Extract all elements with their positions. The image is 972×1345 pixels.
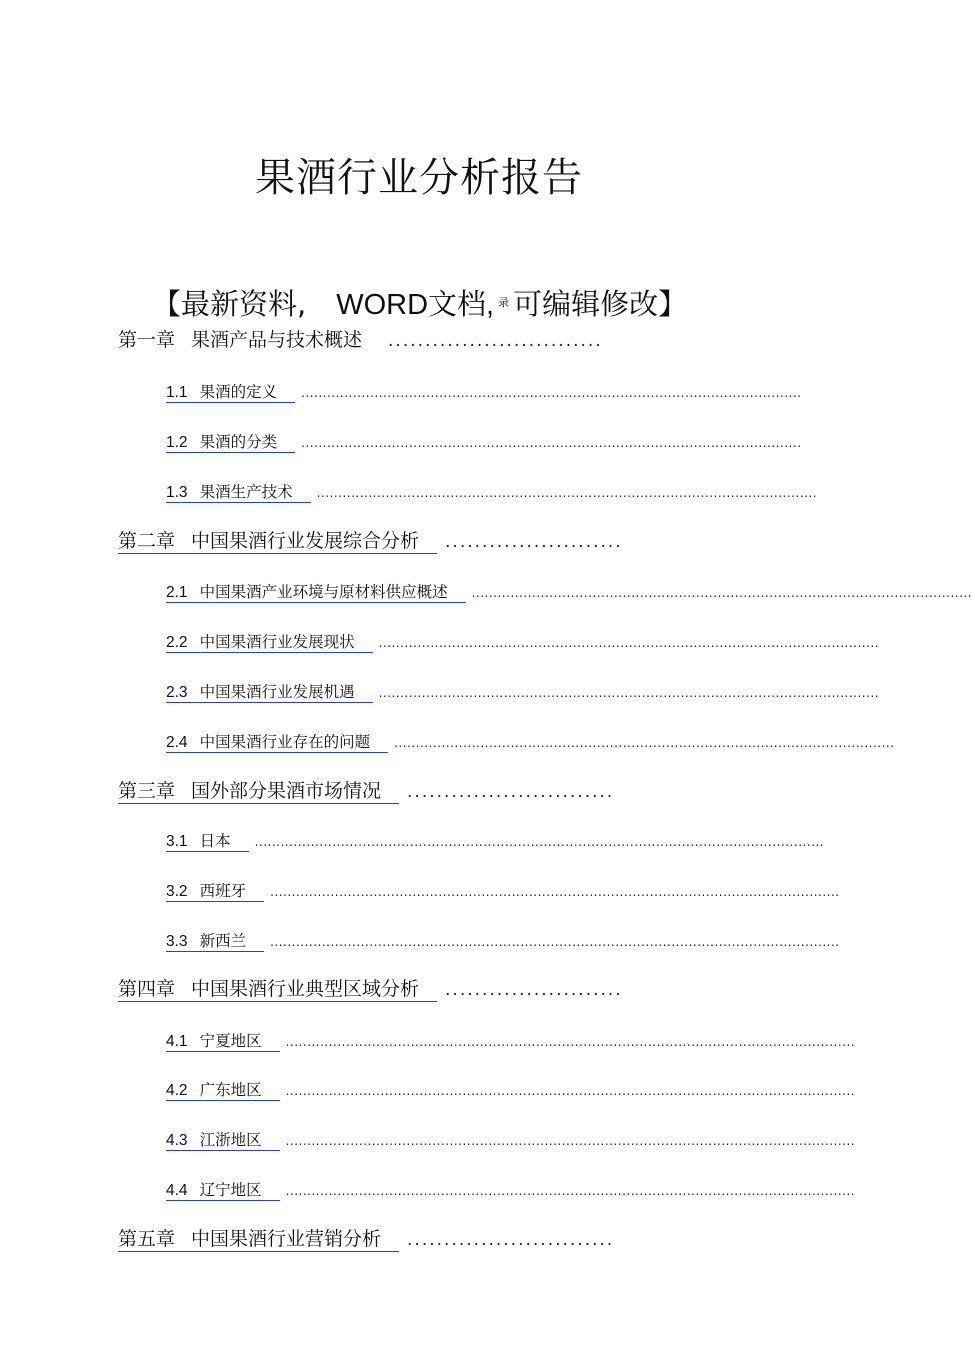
toc-section-2-3[interactable] — [166, 683, 880, 703]
subtitle-open: 【最新资料, — [152, 287, 307, 321]
subtitle-tiny-mark: 录 — [498, 296, 510, 309]
toc-label — [166, 684, 373, 703]
toc-leader: .................................................................................................................... — [471, 586, 972, 600]
toc-number: 4.3 — [166, 1132, 188, 1149]
toc-number: 2.3 — [166, 684, 188, 701]
toc-section-3-1[interactable] — [166, 832, 825, 852]
toc-text: 新西兰 — [199, 932, 247, 950]
toc-text: 果酒生产技术 — [199, 483, 293, 501]
toc-section-2-2[interactable] — [166, 633, 880, 653]
toc-chapter-5[interactable] — [118, 1228, 615, 1252]
toc-label — [166, 1182, 280, 1201]
toc-label — [166, 434, 295, 453]
toc-leader: .................................................................................................................... — [301, 436, 802, 450]
toc-section-1-3[interactable] — [166, 483, 818, 503]
toc-number: 3.1 — [166, 833, 188, 850]
toc-number: 2.1 — [166, 584, 188, 601]
toc-number: 2.4 — [166, 734, 188, 751]
toc-section-4-1[interactable] — [166, 1032, 856, 1052]
toc-number: 4.1 — [166, 1033, 188, 1050]
toc-label — [166, 883, 264, 902]
toc-label — [166, 833, 249, 852]
toc-section-2-4[interactable] — [166, 733, 895, 753]
toc-leader: .................................................................................................................................... — [285, 1035, 856, 1049]
subtitle-close: 可编辑修改】 — [513, 287, 688, 321]
toc-text: 中国果酒行业发展综合分析 — [191, 530, 420, 552]
toc-leader: .................................................................................................................................... — [285, 1134, 856, 1148]
toc-text: 果酒产品与技术概述 — [191, 329, 363, 351]
toc-number: 1.3 — [166, 484, 188, 501]
toc-label — [118, 1229, 399, 1252]
toc-number: 1.1 — [166, 384, 188, 401]
toc-chapter-2[interactable] — [118, 530, 623, 554]
toc-text: 中国果酒行业发展现状 — [199, 633, 355, 651]
toc-label — [166, 933, 264, 952]
toc-number: 2.2 — [166, 634, 188, 651]
toc-section-1-1[interactable] — [166, 383, 802, 403]
toc-label — [166, 384, 295, 403]
toc-text: 江浙地区 — [199, 1131, 262, 1149]
toc-section-4-3[interactable] — [166, 1131, 856, 1151]
toc-text: 国外部分果酒市场情况 — [191, 780, 382, 802]
toc-label — [118, 330, 380, 352]
toc-section-2-1[interactable] — [166, 583, 972, 603]
toc-leader: ............................ — [407, 782, 615, 802]
toc-number: 3.2 — [166, 883, 188, 900]
subtitle-word: WORD文档, — [336, 289, 495, 321]
toc-number: 3.3 — [166, 933, 188, 950]
toc-text: 中国果酒产业环境与原材料供应概述 — [199, 583, 448, 601]
toc-text: 辽宁地区 — [199, 1181, 262, 1199]
toc-section-3-3[interactable] — [166, 932, 840, 952]
toc-leader: .................................................................................................................... — [378, 686, 880, 700]
toc-label — [166, 1082, 280, 1101]
toc-chapter-1[interactable] — [118, 329, 603, 352]
toc-label — [166, 734, 388, 753]
toc-leader: .................................................................................................................................... — [270, 935, 840, 949]
toc-leader: .................................................................................................................................... — [254, 835, 825, 849]
toc-section-1-2[interactable] — [166, 433, 802, 453]
toc-leader: .................................................................................................................... — [394, 736, 895, 750]
toc-text: 西班牙 — [199, 882, 247, 900]
toc-section-4-4[interactable] — [166, 1181, 856, 1201]
toc-label — [166, 1033, 280, 1052]
toc-chapter-4[interactable] — [118, 978, 623, 1002]
toc-chapter-3[interactable] — [118, 780, 615, 804]
toc-label — [166, 1132, 280, 1151]
toc-text: 中国果酒行业典型区域分析 — [191, 978, 420, 1000]
toc-number: 第一章 — [118, 329, 176, 351]
toc-section-3-2[interactable] — [166, 882, 840, 902]
toc-label — [166, 484, 311, 503]
toc-text: 中国果酒行业发展机遇 — [199, 683, 355, 701]
toc-leader: .................................................................................................................... — [378, 636, 880, 650]
toc-text: 果酒的分类 — [199, 433, 278, 451]
toc-leader: ........................ — [445, 980, 623, 1000]
toc-leader: .................................................................................................................... — [316, 486, 818, 500]
toc-text: 果酒的定义 — [199, 383, 278, 401]
toc-leader: ............................ — [407, 1230, 615, 1250]
toc-label — [118, 781, 399, 804]
toc-number: 第三章 — [118, 780, 176, 802]
toc-number: 4.4 — [166, 1182, 188, 1199]
toc-leader: .................................................................................................................... — [301, 386, 802, 400]
toc-number: 第五章 — [118, 1228, 176, 1250]
toc-text: 中国果酒行业营销分析 — [191, 1228, 382, 1250]
toc-leader: ............................. — [388, 331, 603, 351]
toc-leader: ........................ — [445, 532, 623, 552]
document-title: 果酒行业分析报告 — [255, 155, 583, 201]
toc-text: 日本 — [199, 832, 231, 850]
toc-number: 4.2 — [166, 1082, 188, 1099]
toc-label — [166, 584, 466, 603]
toc-label — [118, 531, 437, 554]
toc-leader: .................................................................................................................................... — [270, 885, 840, 899]
toc-label — [166, 634, 373, 653]
toc-number: 第二章 — [118, 530, 176, 552]
toc-text: 宁夏地区 — [199, 1032, 262, 1050]
toc-leader: .................................................................................................................................... — [285, 1184, 856, 1198]
toc-leader: .................................................................................................................................... — [285, 1084, 856, 1098]
toc-text: 中国果酒行业存在的问题 — [199, 733, 371, 751]
toc-number: 第四章 — [118, 978, 176, 1000]
toc-label — [118, 979, 437, 1002]
toc-section-4-2[interactable] — [166, 1081, 856, 1101]
document-subtitle — [152, 282, 687, 323]
toc-text: 广东地区 — [199, 1081, 262, 1099]
toc-number: 1.2 — [166, 434, 188, 451]
